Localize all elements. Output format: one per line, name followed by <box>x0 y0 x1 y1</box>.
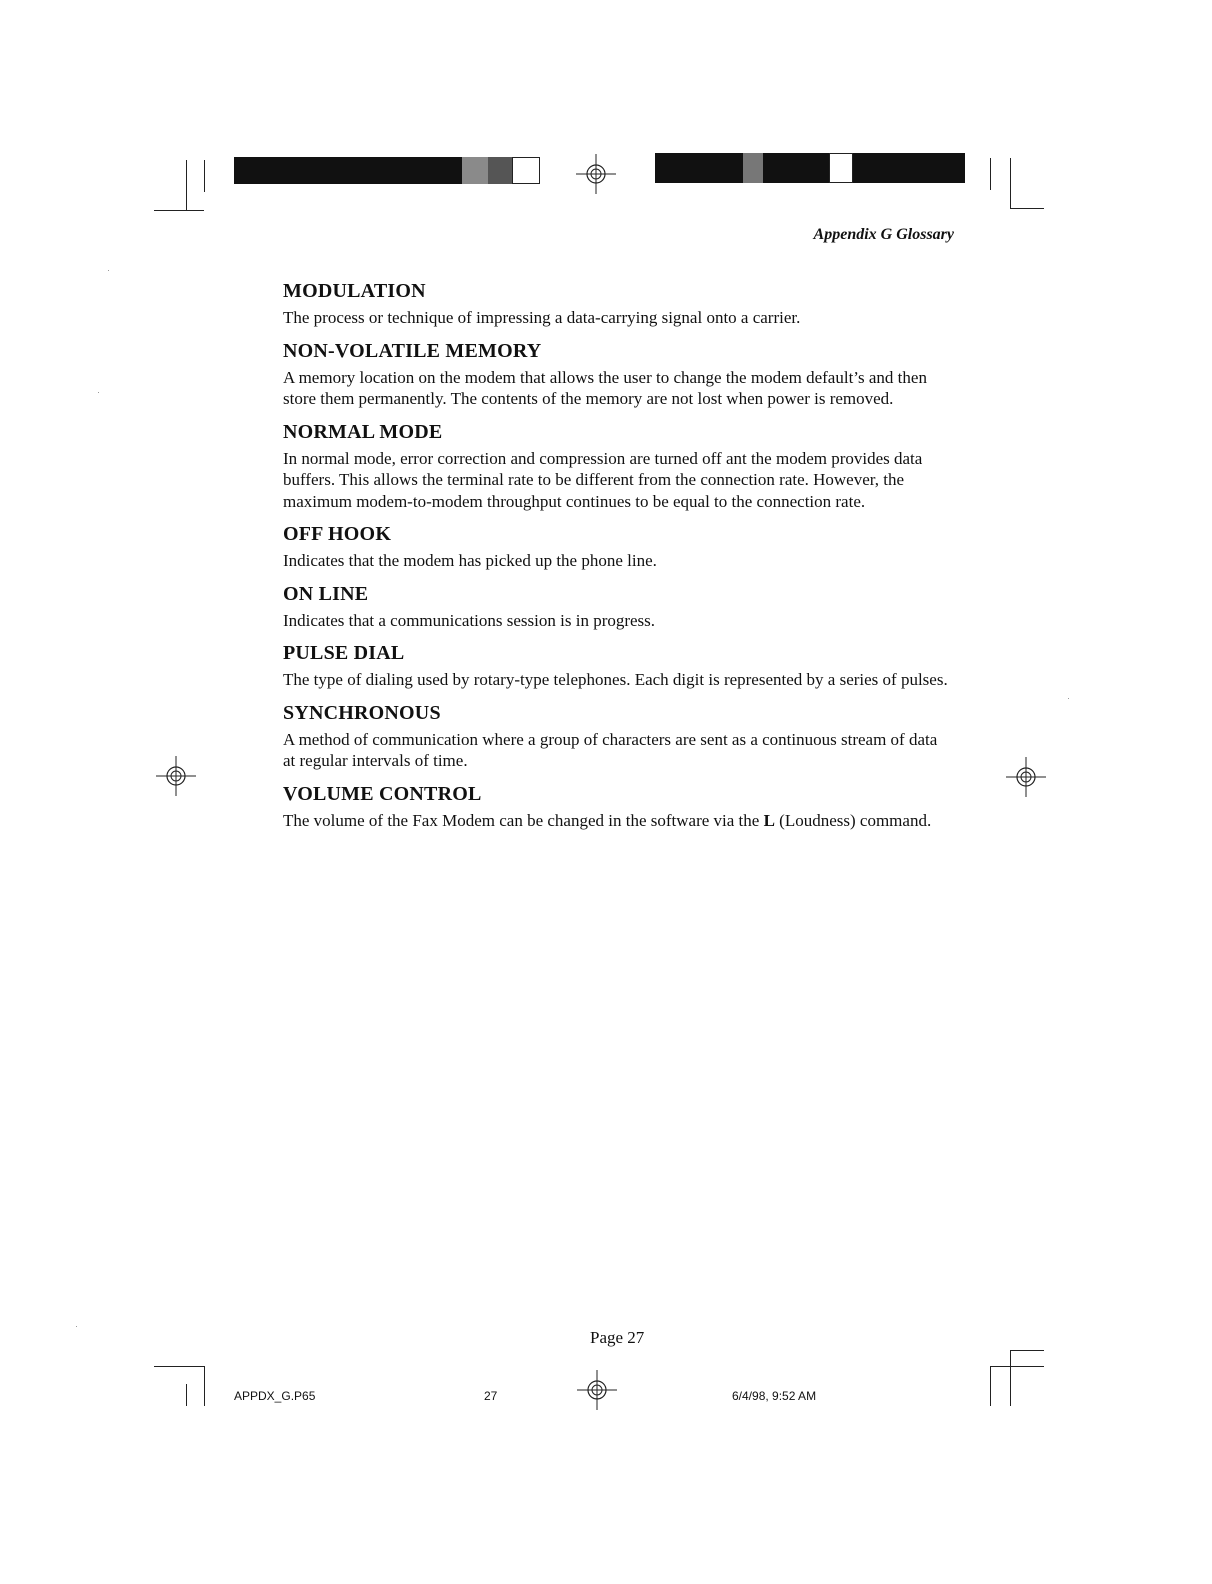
glossary-definition: The type of dialing used by rotary-type telephones. Each digit is represented by a series of pulses. <box>283 670 948 689</box>
slug-sheet-number: 27 <box>484 1389 498 1403</box>
glossary-entry <box>283 420 953 513</box>
glossary-term: NORMAL MODE <box>283 420 443 443</box>
definition-text: The volume of the Fax Modem can be changed in the software via the <box>283 810 764 830</box>
scan-speck <box>1068 698 1069 699</box>
glossary-entry <box>283 641 953 691</box>
scan-speck <box>76 1326 77 1327</box>
scan-speck <box>98 392 99 393</box>
glossary-entry-volume-control <box>283 782 953 832</box>
running-head: Appendix G Glossary <box>813 226 954 243</box>
glossary-entry <box>283 279 953 329</box>
glossary-entry <box>283 522 953 572</box>
glossary-entry <box>283 701 953 772</box>
glossary-definition: In normal mode, error correction and compression are turned off ant the modem provides data buffers. This allows the terminal rate to be different from the connection rate. However, the maximum modem-to-modem throughput continues to be equal to the connection rate. <box>283 448 923 511</box>
glossary-definition: A method of communication where a group of characters are sent as a continuous stream of data at regular intervals of time. <box>283 729 938 770</box>
glossary-definition: The process or technique of impressing a data-carrying signal onto a carrier. <box>283 308 801 327</box>
glossary-definition: Indicates that the modem has picked up the phone line. <box>283 551 657 570</box>
glossary-term: ON LINE <box>283 582 369 605</box>
glossary-term: MODULATION <box>283 280 426 302</box>
glossary-term: NON-VOLATILE MEMORY <box>283 339 542 362</box>
glossary-definition: A memory location on the modem that allows the user to change the modem default’s and then store them permanently. The contents of the memory are not lost when power is removed. <box>283 367 927 408</box>
glossary-term: VOLUME CONTROL <box>283 782 482 805</box>
glossary-term: SYNCHRONOUS <box>283 701 441 724</box>
definition-text: (Loudness) command. <box>774 810 932 830</box>
glossary-definition: Indicates that a communications session is in progress. <box>283 610 656 630</box>
scan-speck <box>108 270 109 271</box>
glossary-entry <box>283 339 953 410</box>
glossary-term: OFF HOOK <box>283 523 392 545</box>
slug-file-name: APPDX_G.P65 <box>234 1389 316 1403</box>
glossary-definition <box>283 810 953 832</box>
glossary-list <box>283 279 953 841</box>
page-number: Page 27 <box>590 1328 645 1347</box>
command-letter: L <box>763 810 775 830</box>
slug-timestamp: 6/4/98, 9:52 AM <box>732 1389 817 1403</box>
registration-mark-right-icon <box>1006 757 1046 797</box>
glossary-entry <box>283 582 953 632</box>
registration-mark-top-icon <box>576 154 616 194</box>
registration-mark-bottom-icon <box>577 1370 617 1410</box>
glossary-term: PULSE DIAL <box>283 642 405 664</box>
registration-mark-left-icon <box>156 756 196 796</box>
